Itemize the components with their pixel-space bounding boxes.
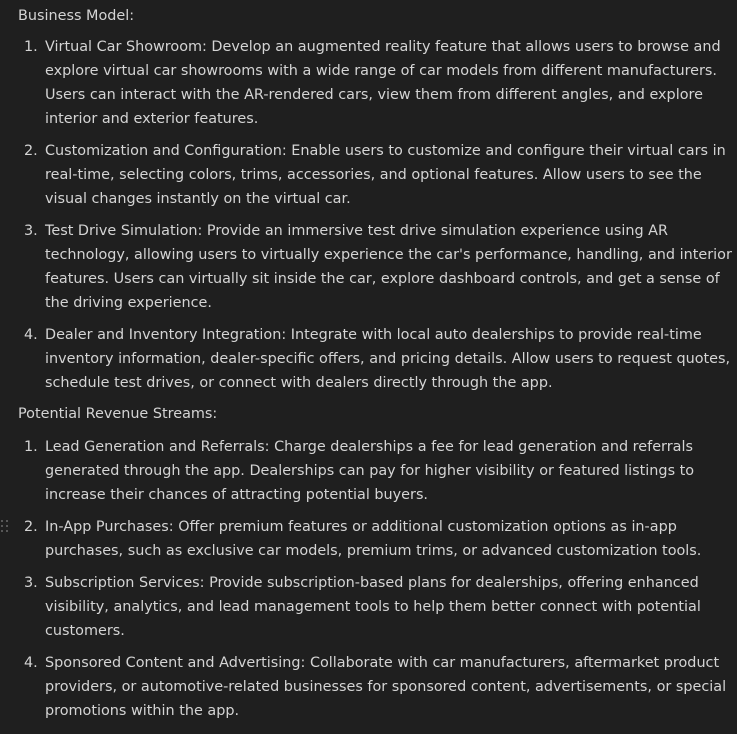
section-heading-revenue-streams: Potential Revenue Streams: bbox=[18, 406, 218, 422]
list-item-number: 1. bbox=[24, 39, 38, 55]
list-item-text: Subscription Services: Provide subscription-based plans for dealerships, offering enhanced visibility, analytics, and lead management tools to help them better connect with potential customers. bbox=[45, 575, 701, 639]
list-item-number: 1. bbox=[24, 439, 38, 455]
list-item-number: 3. bbox=[24, 223, 38, 239]
list-item-number: 2. bbox=[24, 143, 38, 159]
list-item-number: 4. bbox=[24, 655, 38, 671]
list-item-number: 4. bbox=[24, 327, 38, 343]
list-item-text: Lead Generation and Referrals: Charge dealerships a fee for lead generation and referrals generated through the app. Dealerships can pay for higher visibility or featured listings to increase their chances of attracting potential buyers. bbox=[45, 439, 695, 503]
drag-handle-icon[interactable] bbox=[0, 519, 9, 534]
list-item-text: Virtual Car Showroom: Develop an augmented reality feature that allows users to browse and explore virtual car showrooms with a wide range of car models from different manufacturers. Users can interact with the AR-rendered cars, view them from different angles, and explore interior and exterior features. bbox=[45, 39, 721, 127]
section-heading-business-model: Business Model: bbox=[18, 8, 135, 24]
list-item-text: Dealer and Inventory Integration: Integrate with local auto dealerships to provide real-time inventory information, dealer-specific offers, and pricing details. Allow users to request quotes, schedule test drives, or connect with dealers directly through the app. bbox=[45, 327, 731, 391]
list-item-text: Sponsored Content and Advertising: Collaborate with car manufacturers, aftermarket product providers, or automotive-related businesses for sponsored content, advertisements, or special promotions within the app. bbox=[45, 655, 727, 719]
list-item-text: In-App Purchases: Offer premium features or additional customization options as in-app purchases, such as exclusive car models, premium trims, or advanced customization tools. bbox=[45, 519, 702, 559]
list-item-number: 2. bbox=[24, 519, 38, 535]
list-item-text: Customization and Configuration: Enable users to customize and configure their virtual cars in real-time, selecting colors, trims, accessories, and optional features. Allow users to see the visual changes instantly on the virtual car. bbox=[45, 143, 726, 207]
list-item-number: 3. bbox=[24, 575, 38, 591]
list-item-text: Test Drive Simulation: Provide an immersive test drive simulation experience using AR technology, allowing users to virtually experience the car's performance, handling, and interior features. Users can virtually sit inside the car, explore dashboard controls, and get a sense of the driving experience. bbox=[45, 223, 732, 311]
